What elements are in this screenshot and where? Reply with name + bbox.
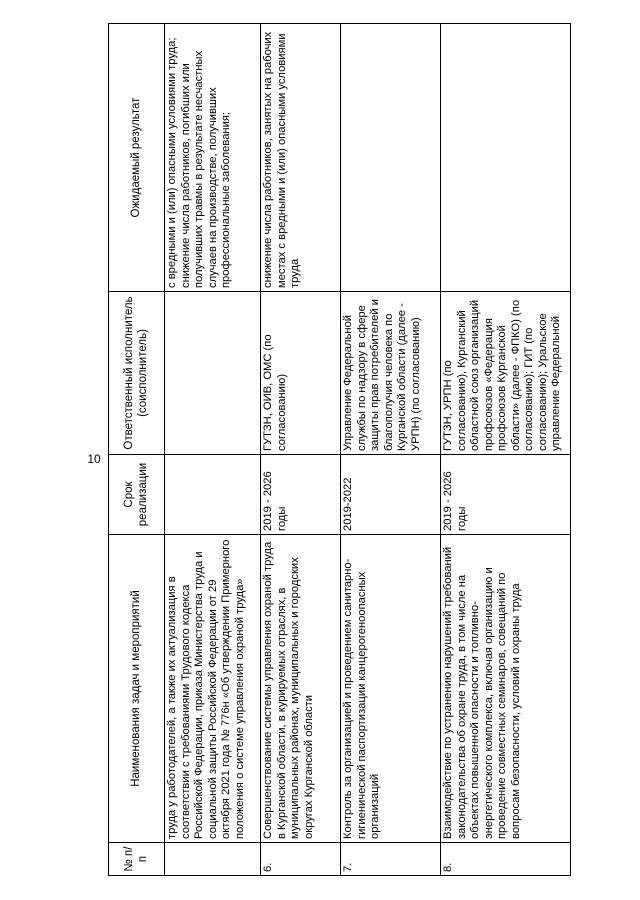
cell-executor: ГУТЗН, УРПН (по согласованию), Курганский областной союз организаций профсоюзов «Федерация профсоюзов Курганской области» (далее - ФПКО) (по согласованию); ГИТ (по согласованию); Уральское управление Федеральной: [441, 292, 571, 455]
cell-task: Взаимодействие по устранению нарушений требований законодательства об охране труда, в том числе на объектах повышенной опасности и топливно-энергетического комплекса, включая организацию и проведение совместных семинаров, совещаний по вопросам безопасности, условий и охраны труда: [441, 535, 571, 843]
page-number: 10: [87, 452, 101, 466]
cell-num: 8.: [441, 843, 571, 876]
table-header-row: [109, 24, 165, 876]
cell-executor: [165, 292, 261, 455]
cell-task: Контроль за организацией и проведением санитарно-гигиенической паспортизации канцерогеноопасных организаций: [341, 535, 441, 843]
cell-result: снижение числа работников, занятых на рабочих местах с вредными и (или) опасными условиями труда: [261, 24, 341, 292]
cell-result: [441, 24, 571, 292]
header-term: Срок реализации: [109, 455, 165, 535]
table-row: [341, 24, 441, 876]
measures-table: [108, 23, 571, 876]
header-executor: Ответственный исполнитель (соисполнитель): [109, 292, 165, 455]
header-num: № п/п: [109, 843, 165, 876]
cell-term: [165, 455, 261, 535]
cell-result: с вредными и (или) опасными условиями труда; снижение числа работников, погибших или получивших травмы в результате несчастных случаев на производстве, получивших профессиональные заболевания;: [165, 24, 261, 292]
cell-term: 2019 - 2026 годы: [441, 455, 571, 535]
table-row: [441, 24, 571, 876]
cell-num: 7.: [341, 843, 441, 876]
cell-num: 6.: [261, 843, 341, 876]
cell-executor: ГУТЗН, ОИВ, ОМС (по согласованию): [261, 292, 341, 455]
cell-task: труда у работодателей, а также их актуализация в соответствии с требованиями Трудового кодекса Российской Федерации, приказа Министерства труда и социальной защиты Российской Федерации от 29 октября 2021 года № 776н «Об утверждении Примерного положения о системе управления охраной труда»: [165, 535, 261, 843]
table-row: [261, 24, 341, 876]
cell-task: Совершенствование системы управления охраной труда в Курганской области, в курируемых отраслях, в муниципальных районах, муниципальных и городских округах Курганской области: [261, 535, 341, 843]
cell-term: 2019 - 2026 годы: [261, 455, 341, 535]
header-task: Наименования задач и мероприятий: [109, 535, 165, 843]
cell-executor: Управление Федеральной службы по надзору в сфере защиты прав потребителей и благополучия человека по Курганской области (далее - УРПН) (по согласованию): [341, 292, 441, 455]
cell-term: 2019-2022: [341, 455, 441, 535]
table-row: [165, 24, 261, 876]
header-result: Ожидаемый результат: [109, 24, 165, 292]
cell-num: [165, 843, 261, 876]
cell-result: [341, 24, 441, 292]
